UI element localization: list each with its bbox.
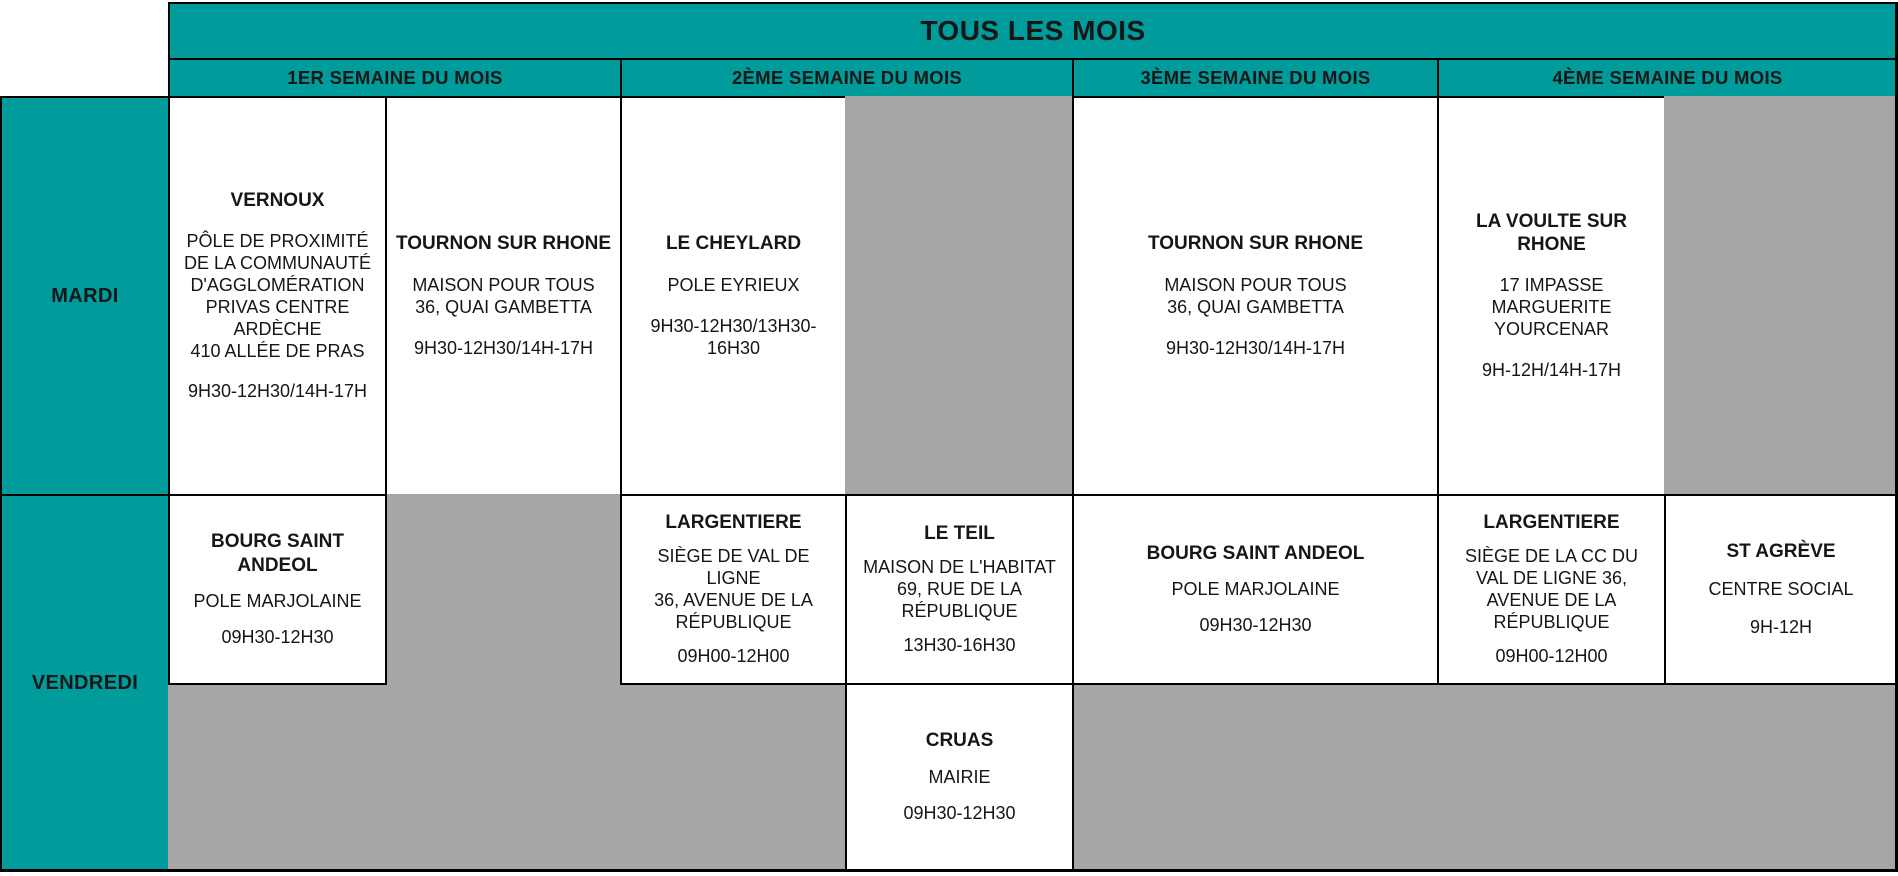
address: MAIRIE (928, 766, 991, 787)
cell-mardi-week1-tournon (385, 96, 622, 496)
opening-hours: 9H-12H (1749, 617, 1813, 638)
day-label-mardi: MARDI (0, 96, 170, 496)
day-label-vendredi: VENDREDI (0, 494, 170, 872)
address: SIÈGE DE LA CC DU VAL DE LIGNE 36, AVENUE DE LA RÉPUBLIQUE (1464, 546, 1639, 633)
empty-cell-vendredi-week3-bottom (1072, 683, 1439, 869)
empty-cell-mardi-week4 (1664, 96, 1898, 496)
address: 17 IMPASSE MARGUERITE YOURCENAR (1491, 275, 1612, 340)
city-name: BOURG SAINT ANDEOL (211, 531, 344, 576)
empty-cell-vendredi-bottom-left (168, 683, 845, 869)
address: PÔLE DE PROXIMITÉ DE LA COMMUNAUTÉ D'AGGLOMÉRATION PRIVAS CENTRE ARDÈCHE 410 ALLÉE DE PRAS (183, 230, 372, 361)
cell-vendredi-week4-stagreve (1664, 494, 1898, 685)
address: POLE MARJOLAINE (1171, 579, 1340, 600)
address: MAISON DE L'HABITAT 69, RUE DE LA RÉPUBLIQUE (863, 557, 1056, 622)
cell-vendredi-week3-bourg (1072, 494, 1439, 685)
week-header-3: 3ÈME SEMAINE DU MOIS (1072, 58, 1439, 98)
opening-hours: 13H30-16H30 (903, 635, 1016, 656)
opening-hours: 09H30-12H30 (903, 802, 1016, 823)
cell-mardi-week4-lavoulte (1437, 96, 1666, 496)
cell-vendredi-week2-cruas (845, 683, 1074, 871)
city-name: CRUAS (925, 730, 994, 752)
address: POLE MARJOLAINE (193, 590, 362, 611)
week-header-2: 2ÈME SEMAINE DU MOIS (620, 58, 1074, 98)
week-header-4: 4ÈME SEMAINE DU MOIS (1437, 58, 1898, 98)
address: POLE EYRIEUX (667, 274, 800, 295)
cell-mardi-week2-cheylard (620, 96, 847, 496)
opening-hours: 9H30-12H30/13H30-16H30 (650, 315, 817, 358)
city-name: TOURNON SUR RHONE (1148, 233, 1363, 255)
opening-hours: 9H30-12H30/14H-17H (1165, 337, 1346, 358)
cell-mardi-week1-vernoux (168, 96, 387, 496)
cell-vendredi-week2-largentiere (620, 494, 847, 685)
city-name: VERNOUX (230, 189, 325, 211)
city-name: LARGENTIERE (1483, 512, 1620, 534)
table-title: TOUS LES MOIS (168, 2, 1898, 60)
address: CENTRE SOCIAL (1708, 579, 1854, 600)
week-header-1: 1ER SEMAINE DU MOIS (168, 58, 622, 98)
opening-hours: 09H00-12H00 (1495, 646, 1608, 667)
address: MAISON POUR TOUS 36, QUAI GAMBETTA (1164, 274, 1347, 317)
opening-hours: 09H30-12H30 (1199, 615, 1312, 636)
cell-vendredi-week4-largentiere (1437, 494, 1666, 685)
city-name: TOURNON SUR RHONE (396, 233, 611, 255)
opening-hours: 09H30-12H30 (221, 626, 334, 647)
city-name: LE TEIL (924, 523, 995, 544)
table-bottom-border (0, 869, 1898, 872)
opening-hours: 9H30-12H30/14H-17H (187, 381, 368, 402)
address: SIÈGE DE VAL DE LIGNE 36, AVENUE DE LA RÉPUBLIQUE (654, 546, 813, 633)
city-name: LA VOULTE SUR RHONE (1476, 210, 1627, 256)
opening-hours: 9H-12H/14H-17H (1481, 360, 1622, 381)
empty-cell-vendredi-week4-bottom (1437, 683, 1898, 869)
opening-hours: 9H30-12H30/14H-17H (413, 337, 594, 358)
city-name: BOURG SAINT ANDEOL (1146, 542, 1365, 564)
empty-cell-mardi-week2 (845, 96, 1074, 496)
city-name: ST AGRÈVE (1726, 540, 1836, 562)
cell-mardi-week3-tournon (1072, 96, 1439, 496)
address: MAISON POUR TOUS 36, QUAI GAMBETTA (412, 274, 595, 317)
city-name: LARGENTIERE (665, 512, 802, 534)
opening-hours: 09H00-12H00 (677, 646, 790, 667)
cell-vendredi-week2-leteil (845, 494, 1074, 685)
city-name: LE CHEYLARD (665, 233, 802, 255)
cell-vendredi-week1-bourg (168, 494, 387, 685)
